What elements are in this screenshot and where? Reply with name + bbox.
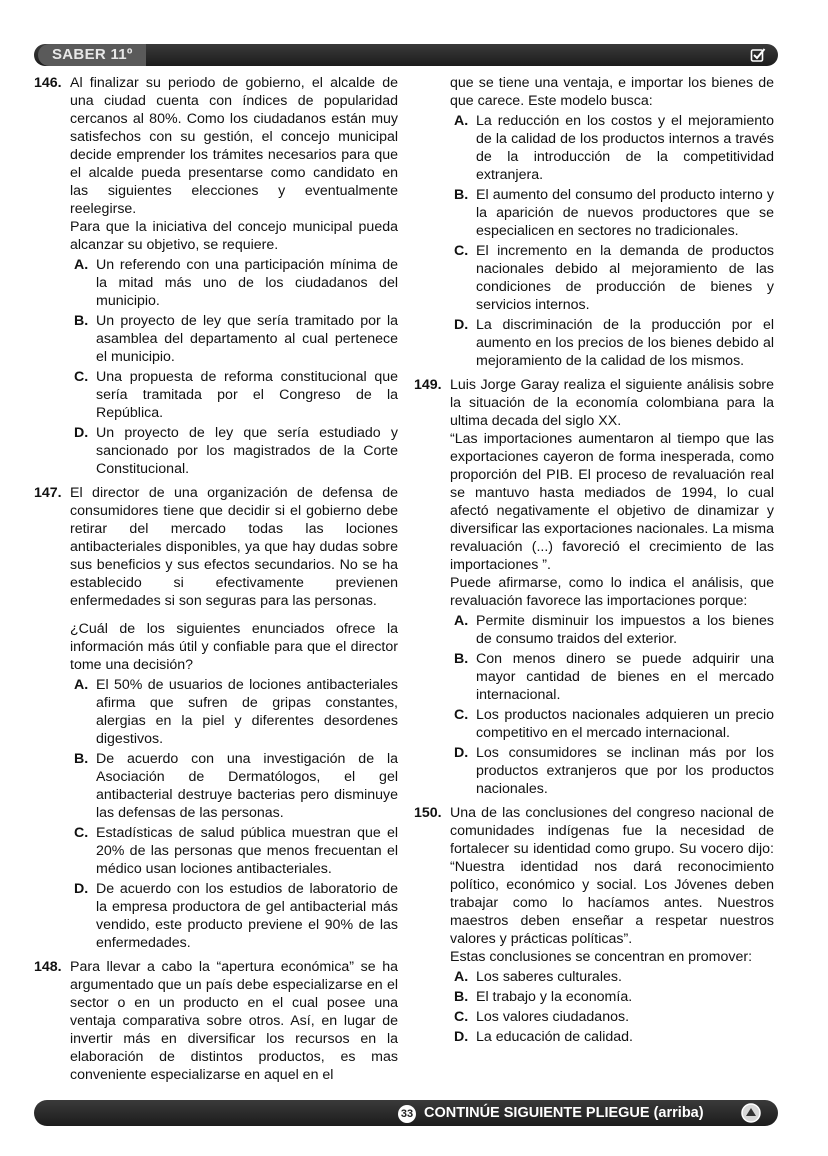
continue-instruction: CONTINÚE SIGUIENTE PLIEGUE (arriba) — [424, 1105, 704, 1121]
question-stem: Para llevar a cabo la “apertura económica” se ha argumentado que un país debe especializarse en el sector o en un producto en el cual posee una ventaja comparativa sobre otros. Así, en lugar de invertir más en diversificar los recursos en la elaboración de distintos productos, es mas conveniente especializarse en aquel en el — [70, 959, 398, 1083]
right-column — [414, 74, 774, 1052]
option-a[interactable]: A. Un referendo con una participación mínima de la mitad más uno de los ciudadanos del municipio. — [74, 257, 398, 309]
question-prompt: ¿Cuál de los siguientes enunciados ofrece la información más útil y confiable para que el director tome una decisión? — [70, 621, 398, 673]
option-d[interactable]: D. La educación de calidad. — [454, 1029, 633, 1045]
option-c[interactable]: C. Una propuesta de reforma constitucional que sería tramitada por el Congreso de la República. — [74, 369, 398, 421]
question-number: 146. — [34, 75, 62, 91]
option-b[interactable]: B. De acuerdo con una investigación de la Asociación de Dermatólogos, el gel antibacterial destruye bacterias pero disminuye las defensas de las personas. — [74, 751, 398, 821]
question-number: 147. — [34, 485, 62, 501]
option-b[interactable]: B. Un proyecto de ley que sería tramitado por la asamblea del departamento al cual pertenece el municipio. — [74, 313, 398, 365]
option-c[interactable]: C. El incremento en la demanda de productos nacionales debido al mejoramiento de las condiciones de producción de bienes y servicios internos. — [454, 243, 774, 313]
question-stem: Luis Jorge Garay realiza el siguiente análisis sobre la situación de la economía colombiana para la ultima decada del siglo XX. — [450, 377, 774, 429]
option-a[interactable]: A. El 50% de usuarios de lociones antibacteriales afirma que sufren de gripas constantes, alergias en la piel y diferentes desordenes digestivos. — [74, 677, 398, 747]
option-c[interactable]: C. Los valores ciudadanos. — [454, 1009, 630, 1025]
question-150 — [414, 804, 774, 1046]
checkbox-check-icon — [750, 47, 766, 63]
option-a[interactable]: A. La reducción en los costos y el mejoramiento de la calidad de los productos internos a través de la introducción de la competitividad extranjera. — [454, 113, 774, 183]
question-149 — [414, 376, 774, 798]
triangle-up-icon — [741, 1103, 761, 1123]
option-a[interactable]: A. Los saberes culturales. — [454, 969, 622, 985]
question-prompt: Puede afirmarse, como lo indica el análisis, que revaluación favorece las importaciones porque: — [450, 575, 774, 609]
question-146 — [34, 74, 398, 478]
page-number-badge: 33 — [398, 1105, 416, 1123]
question-prompt: Estas conclusiones se concentran en promover: — [450, 949, 753, 965]
option-d[interactable]: D. Los consumidores se inclinan más por los productos extranjeros que por los productos nacionales. — [454, 745, 774, 797]
option-b[interactable]: B. El trabajo y la economía. — [454, 989, 633, 1005]
question-number: 150. — [414, 805, 442, 821]
question-number: 148. — [34, 959, 62, 975]
question-147 — [34, 484, 398, 952]
option-d[interactable]: D. De acuerdo con los estudios de laboratorio de la empresa productora de gel antibacterial más vendido, este producto previene el 90% de las enfermedades. — [74, 881, 398, 951]
question-stem-continued: que se tiene una ventaja, e importar los bienes de que carece. Este modelo busca: — [450, 75, 774, 109]
option-d[interactable]: D. La discriminación de la producción por el aumento en los precios de los bienes debido al mejoramiento de la calidad de los mismos. — [454, 317, 774, 369]
option-c[interactable]: C. Los productos nacionales adquieren un precio competitivo en el mercado internacional. — [454, 707, 774, 741]
question-stem: Una de las conclusiones del congreso nacional de comunidades indígenas fue la necesidad de fortalecer su identidad como grupo. Su vocero dijo: “Nuestra identidad nos dará reconocimiento político, económico y social. Los Jóvenes deben trabajar como lo hacíamos antes. Nuestros maestros deben enseñar a respetar nuestros valores y prácticas políticas”. — [450, 805, 774, 947]
question-quote: “Las importaciones aumentaron al tiempo que las exportaciones cayeron de forma inesperada, como proporción del PIB. El proceso de revaluación real se mantuvo hasta mediados de 1994, lo cual afectó negativamente el objetivo de dinamizar y diversificar las exportaciones nacionales. La misma revaluación (...) favoreció el crecimiento de las importaciones ”. — [450, 431, 774, 573]
question-prompt: Para que la iniciativa del concejo municipal pueda alcanzar su objetivo, se requiere. — [70, 219, 398, 253]
option-c[interactable]: C. Estadísticas de salud pública muestran que el 20% de las personas que menos frecuentan el médico usan lociones antibacteriales. — [74, 825, 398, 877]
question-stem: El director de una organización de defensa de consumidores tiene que decidir si el gobierno debe retirar del mercado todas las lociones antibacteriales disponibles, ya que hay dudas sobre sus beneficios y sus efectos secundarios. No se ha establecido si efectivamente previenen enfermedades si son seguras para las personas. — [70, 485, 398, 609]
question-148-continued — [414, 74, 774, 370]
option-b[interactable]: B. Con menos dinero se puede adquirir una mayor cantidad de bienes en el mercado internacional. — [454, 651, 774, 703]
question-stem: Al finalizar su periodo de gobierno, el alcalde de una ciudad cuenta con índices de popularidad cercanos al 80%. Como los ciudadanos están muy satisfechos con su gestión, el concejo municipal decide emprender los trámites necesarios para que el alcalde pueda presentarse como candidato en las siguientes elecciones y eventualmente reelegirse. — [70, 75, 398, 217]
option-b[interactable]: B. El aumento del consumo del producto interno y la aparición de nuevos productores que se especialicen en sectores no tradicionales. — [454, 187, 774, 239]
header-title: SABER 11º — [52, 46, 133, 63]
option-d[interactable]: D. Un proyecto de ley que sería estudiado y sancionado por los magistrados de la Corte Constitucional. — [74, 425, 398, 477]
left-column — [34, 74, 398, 1090]
option-a[interactable]: A. Permite disminuir los impuestos a los bienes de consumo traidos del exterior. — [454, 613, 774, 647]
question-number: 149. — [414, 377, 442, 393]
question-148 — [34, 958, 398, 1084]
